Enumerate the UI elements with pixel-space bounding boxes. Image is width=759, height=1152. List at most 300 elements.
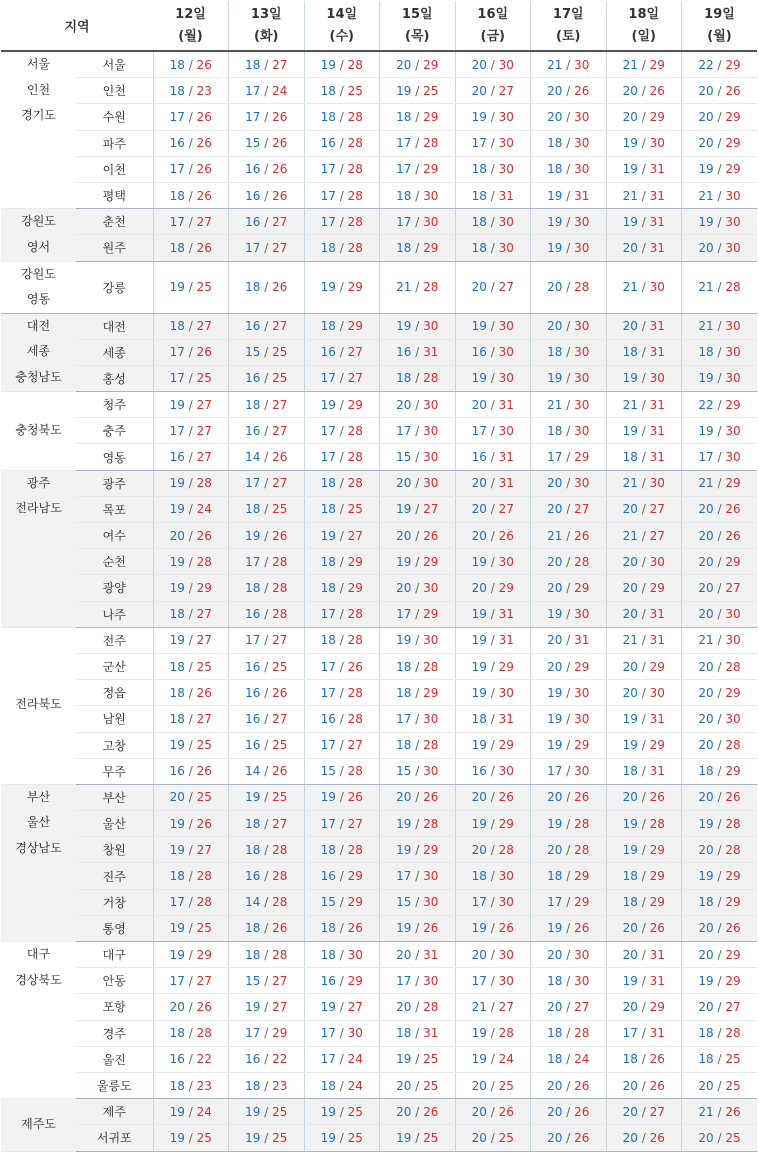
max-temp: 28 [347, 685, 363, 700]
max-temp: 31 [498, 188, 514, 203]
min-temp: 19 [169, 633, 185, 648]
max-temp: 30 [498, 240, 514, 255]
min-temp: 20 [622, 1130, 638, 1145]
temperature-cell [229, 811, 305, 837]
temp-separator: / [411, 607, 424, 622]
temperature-cell [153, 811, 229, 837]
temperature-cell [229, 942, 305, 968]
min-temp: 16 [320, 973, 336, 988]
max-temp: 30 [725, 711, 741, 726]
temp-separator: / [486, 554, 499, 569]
max-temp: 28 [498, 1026, 514, 1041]
table-row [1, 523, 757, 549]
max-temp: 30 [498, 554, 514, 569]
temp-separator: / [184, 947, 197, 962]
min-temp: 20 [547, 554, 563, 569]
min-temp: 19 [320, 999, 336, 1014]
temperature-cell [229, 994, 305, 1020]
max-temp: 26 [574, 1078, 590, 1093]
min-temp: 18 [471, 162, 487, 177]
temperature-cell [229, 627, 305, 653]
temperature-cell [682, 444, 758, 470]
max-temp: 29 [649, 109, 665, 124]
temperature-cell [153, 837, 229, 863]
temperature-cell [455, 1046, 531, 1072]
temp-separator: / [184, 83, 197, 98]
max-temp: 30 [574, 345, 590, 360]
temp-separator: / [486, 1130, 499, 1145]
temp-separator: / [184, 921, 197, 936]
min-temp: 18 [245, 842, 261, 857]
max-temp: 31 [498, 476, 514, 491]
temp-separator: / [260, 1104, 273, 1119]
temperature-cell [455, 601, 531, 627]
temperature-cell [229, 523, 305, 549]
max-temp: 31 [574, 188, 590, 203]
temperature-cell [455, 418, 531, 444]
region-group [1, 627, 757, 784]
max-temp: 26 [725, 83, 741, 98]
temperature-cell [380, 51, 456, 78]
temp-separator: / [486, 240, 499, 255]
temp-separator: / [713, 502, 726, 517]
max-temp: 29 [498, 659, 514, 674]
temp-separator: / [411, 816, 424, 831]
temp-separator: / [260, 842, 273, 857]
max-temp: 24 [498, 1052, 514, 1067]
temp-separator: / [260, 136, 273, 151]
min-temp: 19 [320, 397, 336, 412]
min-temp: 20 [471, 83, 487, 98]
temp-separator: / [335, 711, 348, 726]
max-temp: 28 [347, 476, 363, 491]
temperature-cell [606, 104, 682, 130]
max-temp: 27 [649, 528, 665, 543]
max-temp: 27 [272, 816, 288, 831]
min-temp: 18 [396, 371, 412, 386]
temperature-cell [153, 889, 229, 915]
temp-separator: / [335, 869, 348, 884]
min-temp: 19 [169, 816, 185, 831]
temperature-cell [606, 392, 682, 418]
region-group [1, 51, 757, 209]
temperature-cell [229, 732, 305, 758]
min-temp: 17 [320, 607, 336, 622]
temperature-cell [304, 523, 380, 549]
temp-separator: / [713, 659, 726, 674]
max-temp: 27 [196, 842, 212, 857]
temp-separator: / [411, 1078, 424, 1093]
temperature-cell [682, 863, 758, 889]
temp-separator: / [486, 711, 499, 726]
min-temp: 18 [245, 1078, 261, 1093]
min-temp: 20 [169, 999, 185, 1014]
min-temp: 19 [622, 711, 638, 726]
temperature-cell [304, 837, 380, 863]
min-temp: 20 [547, 280, 563, 294]
region-line: 세종 [26, 344, 51, 358]
temp-separator: / [562, 280, 575, 294]
min-temp: 19 [547, 685, 563, 700]
temperature-cell [304, 653, 380, 679]
temperature-cell [380, 732, 456, 758]
temperature-cell [229, 837, 305, 863]
temperature-cell [153, 680, 229, 706]
region-line: 경상남도 [15, 840, 62, 855]
min-temp: 20 [698, 711, 714, 726]
max-temp: 29 [347, 973, 363, 988]
temp-separator: / [260, 397, 273, 412]
max-temp: 25 [725, 1052, 741, 1067]
temp-separator: / [713, 240, 726, 255]
day-number: 19일 [704, 6, 735, 22]
day-number: 17일 [552, 6, 584, 22]
day-column-header [682, 1, 758, 51]
temperature-cell [380, 1125, 456, 1151]
max-temp: 30 [423, 476, 439, 491]
region-name [1, 209, 76, 261]
min-temp: 14 [245, 764, 261, 779]
min-temp: 20 [547, 999, 563, 1014]
min-temp: 16 [245, 319, 261, 334]
max-temp: 29 [725, 895, 741, 910]
min-temp: 21 [698, 633, 714, 648]
min-temp: 17 [320, 659, 336, 674]
temp-separator: / [411, 554, 424, 569]
max-temp: 30 [498, 685, 514, 700]
min-temp: 20 [698, 921, 714, 936]
temp-separator: / [260, 280, 273, 294]
max-temp: 27 [725, 580, 741, 595]
max-temp: 29 [574, 450, 590, 465]
max-temp: 25 [725, 1130, 741, 1145]
temp-separator: / [335, 423, 348, 438]
region-line: 영동 [26, 292, 51, 306]
temp-separator: / [411, 280, 424, 294]
temp-separator: / [562, 423, 575, 438]
max-temp: 25 [196, 1130, 212, 1145]
max-temp: 25 [347, 502, 363, 517]
min-temp: 18 [471, 711, 487, 726]
temperature-cell [153, 156, 229, 182]
table-row [1, 1072, 757, 1098]
temperature-cell [682, 496, 758, 522]
temperature-cell [304, 130, 380, 156]
min-temp: 19 [245, 999, 261, 1014]
max-temp: 30 [498, 345, 514, 360]
temperature-cell [455, 156, 531, 182]
min-temp: 19 [547, 240, 563, 255]
min-temp: 19 [471, 685, 487, 700]
temp-separator: / [335, 1026, 348, 1041]
min-temp: 20 [547, 1104, 563, 1119]
min-temp: 20 [547, 580, 563, 595]
temperature-cell [304, 392, 380, 418]
min-temp: 17 [396, 423, 412, 438]
max-temp: 28 [649, 816, 665, 831]
min-temp: 20 [622, 580, 638, 595]
region-group [1, 261, 757, 313]
max-temp: 31 [498, 607, 514, 622]
min-temp: 20 [622, 659, 638, 674]
max-temp: 28 [725, 280, 741, 294]
temp-separator: / [184, 214, 197, 229]
temp-separator: / [184, 136, 197, 151]
min-temp: 16 [169, 450, 185, 465]
temperature-cell [606, 130, 682, 156]
max-temp: 26 [272, 450, 288, 465]
max-temp: 30 [574, 423, 590, 438]
temp-separator: / [562, 1078, 575, 1093]
temp-separator: / [637, 423, 650, 438]
table-row [1, 889, 757, 915]
temperature-cell [455, 182, 531, 208]
temperature-cell [153, 78, 229, 104]
max-temp: 30 [498, 973, 514, 988]
temperature-cell [304, 156, 380, 182]
temp-separator: / [335, 999, 348, 1014]
min-temp: 16 [245, 711, 261, 726]
min-temp: 19 [320, 1130, 336, 1145]
max-temp: 29 [574, 580, 590, 595]
max-temp: 25 [196, 738, 212, 753]
temperature-cell [304, 209, 380, 235]
min-temp: 17 [320, 738, 336, 753]
city-name: 울진 [76, 1046, 153, 1072]
min-temp: 18 [169, 869, 185, 884]
min-temp: 17 [396, 869, 412, 884]
max-temp: 26 [649, 790, 665, 805]
temperature-cell [229, 758, 305, 784]
min-temp: 20 [547, 1078, 563, 1093]
temp-separator: / [411, 711, 424, 726]
temperature-cell [153, 994, 229, 1020]
region-line: 광주 [26, 475, 51, 490]
temperature-cell [380, 235, 456, 261]
temp-separator: / [562, 83, 575, 98]
temp-separator: / [184, 607, 197, 622]
max-temp: 27 [272, 319, 288, 334]
min-temp: 21 [547, 528, 563, 543]
min-temp: 18 [320, 842, 336, 857]
day-weekday: (일) [631, 28, 656, 44]
min-temp: 18 [471, 240, 487, 255]
temp-separator: / [486, 659, 499, 674]
max-temp: 26 [272, 109, 288, 124]
temperature-cell [229, 444, 305, 470]
max-temp: 29 [347, 580, 363, 595]
temp-separator: / [713, 999, 726, 1014]
max-temp: 30 [423, 764, 439, 779]
temperature-cell [380, 706, 456, 732]
max-temp: 25 [272, 738, 288, 753]
min-temp: 19 [547, 816, 563, 831]
temp-separator: / [411, 214, 424, 229]
min-temp: 19 [698, 371, 714, 386]
temp-separator: / [562, 685, 575, 700]
temperature-cell [153, 732, 229, 758]
temp-separator: / [411, 397, 424, 412]
temp-separator: / [411, 947, 424, 962]
min-temp: 19 [698, 869, 714, 884]
temperature-cell [606, 549, 682, 575]
temp-separator: / [335, 554, 348, 569]
temperature-cell [682, 994, 758, 1020]
region-name [1, 392, 76, 471]
temp-separator: / [486, 476, 499, 491]
city-name: 순천 [76, 549, 153, 575]
temp-separator: / [562, 554, 575, 569]
max-temp: 25 [196, 659, 212, 674]
temperature-cell [455, 758, 531, 784]
min-temp: 19 [396, 816, 412, 831]
min-temp: 18 [471, 214, 487, 229]
min-temp: 20 [622, 109, 638, 124]
max-temp: 30 [725, 319, 741, 334]
min-temp: 16 [245, 162, 261, 177]
day-column-header [531, 1, 607, 51]
max-temp: 27 [272, 397, 288, 412]
temp-separator: / [184, 57, 197, 72]
temp-separator: / [335, 607, 348, 622]
temperature-cell [455, 653, 531, 679]
temp-separator: / [184, 397, 197, 412]
min-temp: 19 [622, 842, 638, 857]
min-temp: 17 [169, 371, 185, 386]
min-temp: 18 [245, 947, 261, 962]
min-temp: 18 [320, 109, 336, 124]
max-temp: 28 [347, 450, 363, 465]
temperature-cell [682, 130, 758, 156]
max-temp: 26 [498, 528, 514, 543]
min-temp: 17 [547, 450, 563, 465]
temp-separator: / [713, 580, 726, 595]
temperature-cell [682, 209, 758, 235]
max-temp: 27 [725, 999, 741, 1014]
temperature-cell [682, 653, 758, 679]
min-temp: 15 [396, 764, 412, 779]
temperature-cell [380, 575, 456, 601]
min-temp: 16 [245, 214, 261, 229]
temperature-cell [304, 1125, 380, 1151]
max-temp: 26 [498, 921, 514, 936]
min-temp: 20 [471, 1078, 487, 1093]
min-temp: 21 [698, 1104, 714, 1119]
max-temp: 29 [725, 476, 741, 491]
day-number: 16일 [477, 6, 509, 22]
max-temp: 30 [725, 450, 741, 465]
temperature-cell [304, 235, 380, 261]
temperature-cell [455, 706, 531, 732]
temp-separator: / [713, 633, 726, 648]
temp-separator: / [637, 554, 650, 569]
min-temp: 20 [471, 580, 487, 595]
min-temp: 18 [698, 1026, 714, 1041]
min-temp: 19 [320, 57, 336, 72]
temperature-cell [153, 496, 229, 522]
temperature-cell [682, 51, 758, 78]
temp-separator: / [637, 764, 650, 779]
temperature-cell [606, 313, 682, 339]
temp-separator: / [335, 240, 348, 255]
max-temp: 27 [196, 319, 212, 334]
temp-separator: / [335, 83, 348, 98]
max-temp: 28 [347, 842, 363, 857]
max-temp: 30 [649, 280, 665, 294]
temp-separator: / [713, 685, 726, 700]
max-temp: 28 [574, 816, 590, 831]
temperature-cell [153, 418, 229, 444]
min-temp: 16 [245, 659, 261, 674]
table-row [1, 313, 757, 339]
temperature-cell [455, 1072, 531, 1098]
temperature-cell [229, 235, 305, 261]
day-number: 18일 [628, 6, 660, 22]
temp-separator: / [411, 1130, 424, 1145]
max-temp: 31 [649, 1026, 665, 1041]
temp-separator: / [713, 162, 726, 177]
temperature-cell [304, 470, 380, 496]
temp-separator: / [411, 188, 424, 203]
city-name: 전주 [76, 627, 153, 653]
min-temp: 20 [396, 790, 412, 805]
temp-separator: / [260, 973, 273, 988]
temperature-cell [455, 51, 531, 78]
temp-separator: / [637, 1130, 650, 1145]
min-temp: 20 [622, 607, 638, 622]
max-temp: 26 [196, 136, 212, 151]
min-temp: 15 [396, 450, 412, 465]
max-temp: 26 [649, 1130, 665, 1145]
max-temp: 30 [498, 109, 514, 124]
temperature-cell [531, 575, 607, 601]
min-temp: 17 [698, 450, 714, 465]
temperature-cell [455, 78, 531, 104]
min-temp: 19 [169, 476, 185, 491]
temperature-cell [153, 51, 229, 78]
max-temp: 30 [423, 397, 439, 412]
temperature-cell [531, 784, 607, 810]
region-line: 강원도 [21, 266, 56, 281]
temp-separator: / [335, 136, 348, 151]
table-row [1, 1125, 757, 1151]
min-temp: 18 [169, 240, 185, 255]
temp-separator: / [637, 921, 650, 936]
temperature-cell [606, 261, 682, 313]
temp-separator: / [713, 319, 726, 334]
temperature-cell [682, 418, 758, 444]
temperature-cell [531, 942, 607, 968]
min-temp: 16 [320, 345, 336, 360]
max-temp: 30 [574, 973, 590, 988]
max-temp: 30 [574, 476, 590, 491]
min-temp: 17 [320, 423, 336, 438]
max-temp: 26 [725, 790, 741, 805]
min-temp: 20 [396, 999, 412, 1014]
temp-separator: / [486, 214, 499, 229]
temp-separator: / [260, 685, 273, 700]
max-temp: 31 [649, 764, 665, 779]
temperature-cell [606, 1125, 682, 1151]
temp-separator: / [184, 162, 197, 177]
temp-separator: / [713, 816, 726, 831]
max-temp: 28 [423, 371, 439, 386]
city-name: 부산 [76, 784, 153, 810]
min-temp: 19 [698, 816, 714, 831]
temp-separator: / [562, 136, 575, 151]
temperature-cell [229, 1046, 305, 1072]
min-temp: 18 [169, 83, 185, 98]
